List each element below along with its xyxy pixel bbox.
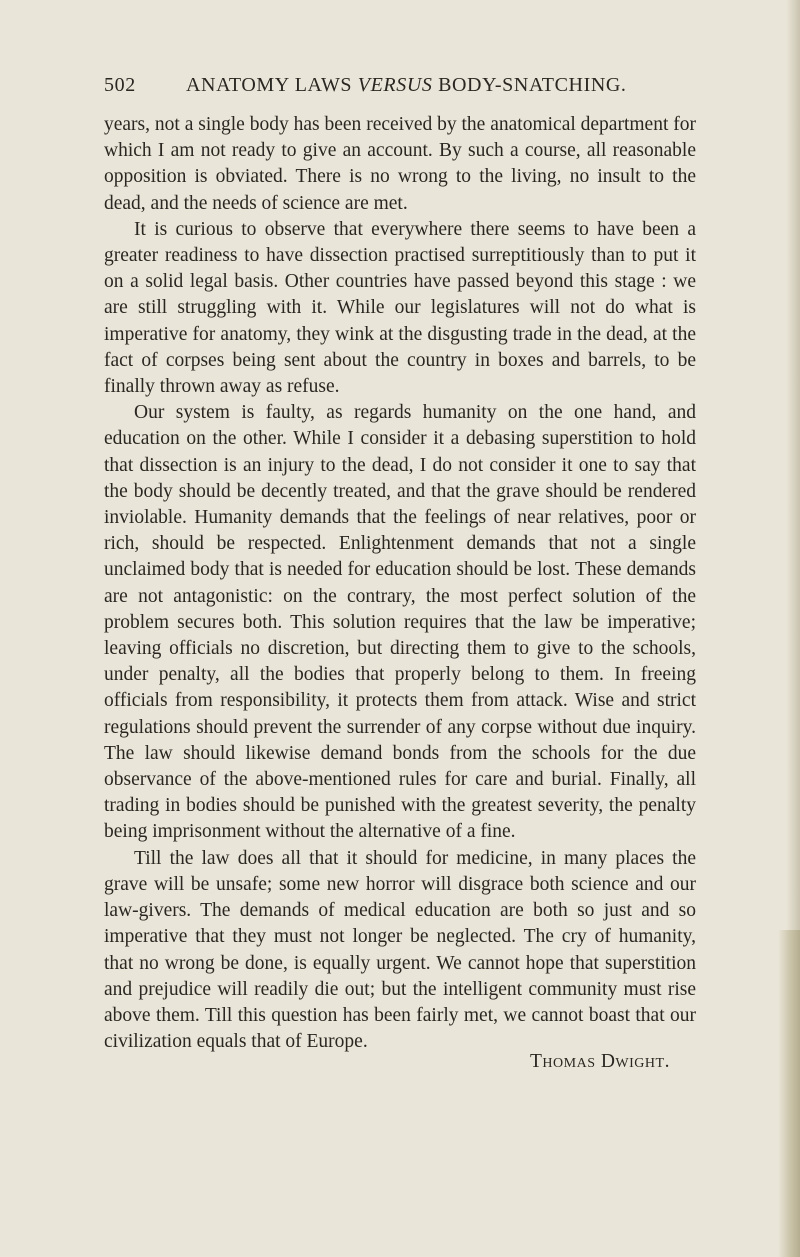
- paragraph-2: It is curious to observe that everywhere there seems to have been a greater readiness to have dissection practised surreptitiously than to put it on a solid legal basis. Other countries have passed beyond this stage : we are still struggling with it. While our legislatures will not do what is imperative for anatomy, they wink at the disgusting trade in the dead, at the fact of corpses being sent about the country in boxes and barrels, to be finally thrown away as refuse.: [104, 218, 696, 398]
- paragraph-1: years, not a single body has been received by the anatomical department for which I am not ready to give an account. By such a course, all reasonable opposition is obviated. There is no wrong to the living, no insult to the dead, and the needs of science are met.: [104, 114, 696, 214]
- running-title: [186, 74, 627, 97]
- paragraph-4: Till the law does all that it should for medicine, in many places the grave will be unsafe; some new horror will disgrace both science and our law-givers. The demands of medical education are both so just and so imperative that they must not longer be neglected. The cry of humanity, that no wrong be done, is equally urgent. We cannot hope that superstition and prejudice will readily die out; but the intelligent community must rise above them. Till this question has been fairly met, we cannot boast that our civilization equals that of Europe.: [104, 847, 696, 1053]
- body-text: [104, 112, 696, 1055]
- running-title-part1: ANATOMY LAWS: [186, 74, 358, 96]
- running-title-versus: VERSUS: [357, 74, 433, 96]
- running-header: [104, 74, 704, 104]
- page-edge-stain: [778, 930, 800, 1257]
- author-signature: Thomas Dwight.: [530, 1051, 670, 1072]
- paragraph-3: Our system is faulty, as regards humanity on the one hand, and education on the other. While I consider it a debasing superstition to hold that dissection is an injury to the dead, I do not consider it one to say that the body should be decently treated, and that the grave should be rendered inviolable. Humanity demands that the feelings of near relatives, poor or rich, should be respected. Enlightenment demands that not a single unclaimed body that is needed for education should be lost. These demands are not antagonistic: on the contrary, the most perfect solution of the problem secures both. This solution requires that the law be imperative; leaving officials no discretion, but directing them to give to the schools, under penalty, all the bodies that properly belong to them. In freeing officials from responsibility, it protects them from attack. Wise and strict regulations should prevent the surrender of any corpse without due inquiry. The law should likewise demand bonds from the schools for the due observance of the above-mentioned rules for care and burial. Finally, all trading in bodies should be punished with the greatest severity, the penalty being imprisonment without the alternative of a fine.: [104, 402, 696, 843]
- running-title-part2: BODY-SNATCHING.: [432, 74, 627, 96]
- page-number: 502: [104, 74, 136, 96]
